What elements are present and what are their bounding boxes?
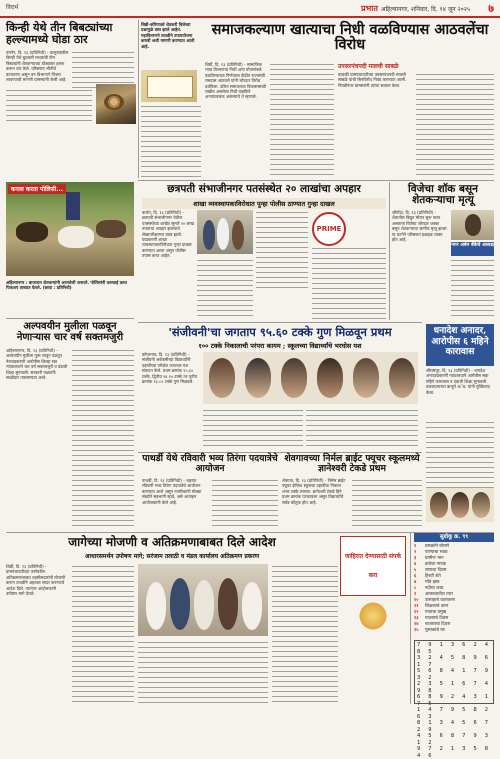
side-body: वाळकी ग्रामपंचायतीच्या उपसरपंचपदी मालवी साबळे यांची बिनविरोध निवड करण्यात आली. निवडीनंतर ग्रामस्थांनी त्यांचा सत्कार केला. <box>338 72 407 88</box>
puzzle-clue <box>414 628 494 634</box>
headline-death: विजेचा शॉक बसून शेतकऱ्याचा मृत्यू <box>408 183 478 207</box>
puzzle-clue-text: आकाशातील तारा <box>425 592 453 597</box>
headline-school: शेवगावच्या निर्मल ब्राईट फ्यूचर स्कूलमध्ये ज्ञानेश्वरी टेकडे प्रथम <box>284 453 420 474</box>
cattle-market-photo <box>6 182 134 276</box>
headline-cheque: धनादेश अनादर, आरोपीस ६ महिने कारावास <box>426 324 494 366</box>
puzzle-clue-number: ३ <box>414 556 417 561</box>
puzzle-clue-number: १५ <box>414 628 419 633</box>
side-title: उपसरपंचपदी मालवी साबळे <box>338 63 399 70</box>
puzzle-clue-number: ८ <box>414 586 417 591</box>
article-sanjivani-body: कोपरगाव, दि. १३ (प्रतिनिधी) - संजीवनी अकॅडमीच्या विद्यार्थ्यांनी दहावीच्या परीक्षेत उज्ज्वल यश संपादन केले. प्रथम क्रमांक ९५.६० टक्के, द्वितीय ९४.२० टक्के तर तृतीय क्रमांक ९३.८० टक्के गुण मिळवले. <box>142 352 198 385</box>
sudoku-row: 2 3 5 1 6 7 4 9 8 <box>417 681 491 694</box>
photo-caption: अहिल्यानगर : बाजारात शेतकऱ्यांनी आणलेली जनावरे. पोलिसांनी कारवाई करत पिकअप ताब्यात घेतले. (छाया : प्रतिनिधी) <box>6 280 127 291</box>
subhead-land: आधारसमर्थन उपोषण मागे; सरंजाम तलाठी व मंडल कार्यालय अतिक्रमण प्रकरण <box>84 553 260 560</box>
sudoku-row: 6 8 9 2 4 3 1 7 5 <box>417 694 491 707</box>
sudoku-row: 4 5 6 8 7 9 3 1 2 <box>417 733 491 746</box>
puzzle-clue-number: २ <box>414 550 417 555</box>
article-horse-body: पारनेर, दि. १३ (प्रतिनिधी) - तालुक्यातील किन्ही येथे बुधवारी मध्यरात्री तीन बिबट्यांनी शेतकऱ्याच्या घोड्यावर हल्ला करून ठार केले. परिसरात भीतीचे वातावरण असून वन विभागाने पिंजरा लावण्याची मागणी ग्रामस्थांनी केली आहे. <box>6 50 69 83</box>
headline-land: जागेच्या मोजणी व अतिक्रमणाबाबत दिले आदेश <box>68 535 276 549</box>
puzzle-clue-text: ग्रामीण भाग <box>425 556 444 561</box>
article-cheque-body: श्रीरामपूर, दि. १३ (प्रतिनिधी) - धनादेश अनादरप्रकरणी न्यायालयाने आरोपीस सहा महिने कारावास व दंडाची शिक्षा सुनावली. तक्रारदाराच्या बाजूने अॅड. यांनी युक्तिवाद केला. <box>426 368 490 395</box>
puzzle-clue-number: १० <box>414 598 419 603</box>
sudoku-row: 1 4 7 9 5 8 2 6 3 <box>417 707 491 720</box>
sudoku-grid <box>414 640 494 759</box>
puzzle-clue-number: १२ <box>414 610 419 615</box>
puzzle-clue-text: पावसाचे दिवस <box>425 616 449 621</box>
article-event-body: पाथर्डी, दि. १३ (प्रतिनिधी) - शहरात रविवारी भव्य तिरंगा पदयात्रेचे आयोजन करण्यात आले असून नागरिकांनी मोठ्या संख्येने सहभागी व्हावे, असे आवाहन आयोजकांनी केले आहे. <box>142 478 202 505</box>
headline-sanjivani: 'संजीवनी'चा जगताप ९५.६० टक्के गुण मिळवून प्रथम <box>168 325 392 339</box>
puzzle-clue-number: ७ <box>414 580 417 585</box>
masthead <box>0 0 500 18</box>
sudoku-row: 7 9 1 3 6 2 4 8 5 <box>417 642 491 655</box>
headline-scam: छत्रपती संभाजीनगर पतसंस्थेत २० लाखांचा अपहार <box>167 183 361 195</box>
cheque-photos <box>426 488 494 522</box>
sudoku-row: 3 2 4 5 8 9 6 1 7 <box>417 655 491 668</box>
puzzle-clue-text: गावाचा प्रमुख <box>425 610 447 615</box>
ad-box <box>340 536 406 596</box>
masthead-dateline <box>361 3 470 14</box>
headline-event: पाथर्डी येथे रविवारी भव्य तिरंगा पदयात्रेचे आयोजन <box>142 453 278 474</box>
puzzle-clue-number: १४ <box>414 622 419 627</box>
article-school-body: शेवगाव, दि. १३ (प्रतिनिधी) - निर्मल ब्राईट फ्यूचर इंग्लिश स्कूलचा दहावीचा निकाल शंभर टक्के लागला. ज्ञानेश्वरी टेकडे हिने प्रथम क्रमांक पटकावला असून विद्यार्थ्यांचे सर्वत्र कौतुक होत आहे. <box>282 478 346 505</box>
subhead-sanjivani: १०० टक्के निकालाची परंपरा कायम ; स्कूलच्या विद्यार्थ्यांचे भरघोस यश <box>198 342 362 350</box>
sudoku-row: 8 1 3 4 5 6 7 2 9 <box>417 720 491 733</box>
puzzle-clue-number: ११ <box>414 604 419 609</box>
death-photo <box>451 210 494 240</box>
headline-social-welfare: समाजकल्याण खात्याचा निधी वळविण्यास आठवलेंचा विरोध <box>211 21 489 54</box>
brand-logo: प्रभात <box>361 4 378 13</box>
puzzle-clue-number: ४ <box>414 562 417 567</box>
notice-body: सिन्नी-कोरेगावचे शेतकरी विजेच्या प्रश्नामुळे त्रस्त झाले आहेत. महावितरणने तातडीने उपाययोजना करावी अशी मागणी करण्यात आली आहे. <box>141 22 195 49</box>
article-social-welfare-body: शिर्डी, दि. १३ (प्रतिनिधी) - सामाजिक न्याय विभागाचा निधी अन्य योजनांकडे वळविण्याच्या निर्णयाला केंद्रीय राज्यमंत्री रामदास आठवले यांनी जोरदार विरोध दर्शविला. दलित समाजाच्या विकासासाठी राखीव असलेला निधी वळविणे अन्यायकारक असल्याचे ते म्हणाले. <box>205 62 267 100</box>
puzzle-clue-number: ५ <box>414 568 417 573</box>
article-scam-body: कर्जत, दि. १३ (प्रतिनिधी) - छत्रपती संभाजीनगर येथील पतसंस्थेच्या शाखेत सुमारे २० लाख रुपयांचा अपहार झाल्याचे लेखापरीक्षणात उघड झाले. याप्रकरणी शाखा व्यवस्थापकाविरोधात गुन्हा दाखल करण्यात आला असून पोलीस तपास करत आहेत. <box>142 210 194 259</box>
section-label: विदर्भ <box>6 4 19 11</box>
sudoku-row: 9 7 2 1 3 5 8 4 6 <box>417 746 491 759</box>
land-meeting-photo <box>138 564 268 636</box>
puzzle-clue-text: सणाचा दिवस <box>425 568 447 573</box>
puzzle-clue-text: हिरवी शेते <box>425 574 441 579</box>
puzzle-clue-text: प्रसन्नतेने बोलणे <box>425 544 450 549</box>
article-land-body: शिर्डी, दि. १३ (प्रतिनिधी) - ग्रामपंचायतीच्या जागेवरील अतिक्रमणाबाबत तहसीलदारांनी मोजणी करून तातडीने अहवाल सादर करण्याचे आदेश दिले. त्यानंतर आंदोलकांनी उपोषण मागे घेतले. <box>6 564 66 597</box>
puzzle-clue-number: ९ <box>414 592 417 597</box>
puzzle-clue-text: पुस्तकांचे घर <box>425 628 445 633</box>
date-line: अहिल्यानगर, शनिवार, दि. १४ जून २०२५ <box>380 6 470 13</box>
puzzle-clue-text: उत्साहाचे वातावरण <box>425 598 456 603</box>
puzzle-clue-number: १ <box>414 544 417 549</box>
article-death-body: श्रीगोंदा, दि. १३ (प्रतिनिधी) - शेतातील विद्युत मोटार सुरू करत असताना विजेचा जोरदार धक्का बसून शेतकऱ्याचा जागीच मृत्यू झाला. या घटनेने परिसरात हळहळ व्यक्त होत आहे. <box>392 210 448 243</box>
puzzle-clue-text: नदीचा काठ <box>425 586 444 591</box>
toppers-photo-row <box>203 352 418 404</box>
puzzle-clue-number: ६ <box>414 574 417 579</box>
sun-emblem <box>350 600 396 640</box>
puzzle-clue-text: पाण्याचा साठा <box>425 550 448 555</box>
photo-strip-label: कत्तल करता पोलिसी... <box>8 184 66 194</box>
puzzle-clue-text: बाजाराचा दिवस <box>425 622 451 627</box>
scam-photo <box>197 210 253 254</box>
puzzle-clue-text: शिक्षकाचे काम <box>425 604 449 609</box>
puzzle-clue-text: कथेचा नायक <box>425 562 446 567</box>
headline-minor: अल्पवयीन मुलीला पळवून नेणाऱ्यास चार वर्ष सक्तमजुरी <box>16 321 124 343</box>
article-horse-body-col2 <box>72 50 134 88</box>
prime-logo <box>312 212 346 246</box>
headline-horse: किन्ही येथे तीन बिबट्यांच्या हल्ल्यामध्ये घोडा ठार <box>6 21 113 46</box>
article-minor-body: अहिल्यानगर, दि. १३ (प्रतिनिधी) - अल्पवयीन मुलीला फूस लावून पळवून नेल्याप्रकरणी आरोपीस जिल्हा सत्र न्यायालयाने चार वर्ष सक्तमजुरी व दंडाची शिक्षा सुनावली. सरकारी पक्षातर्फे साक्षीदार तपासण्यात आले. <box>6 348 68 381</box>
bank-box-title: नगर अर्बन बँकेचे अध्यक्ष <box>451 242 494 256</box>
puzzle-title: सुडोकू क्र. ९९ <box>414 533 494 542</box>
puzzle-clue-text: मोठे झाड <box>425 580 440 585</box>
page-number: ७ <box>488 2 494 15</box>
sudoku-row: 5 6 8 4 1 7 9 3 2 <box>417 668 491 681</box>
leopard-photo <box>96 84 136 124</box>
prime-logo-text: PRIME <box>316 225 342 233</box>
subhead-scam: शाखा व्यवस्थापकाविरोधात पुन्हा पोलीस ठाण्यात गुन्हा दाखल <box>142 198 386 209</box>
notice-photo <box>141 70 197 102</box>
puzzle-clues <box>414 544 494 638</box>
puzzle-clue-number: १३ <box>414 616 419 621</box>
ad-box-text: जाहिरात देण्यासाठी संपर्क करा <box>344 553 402 579</box>
